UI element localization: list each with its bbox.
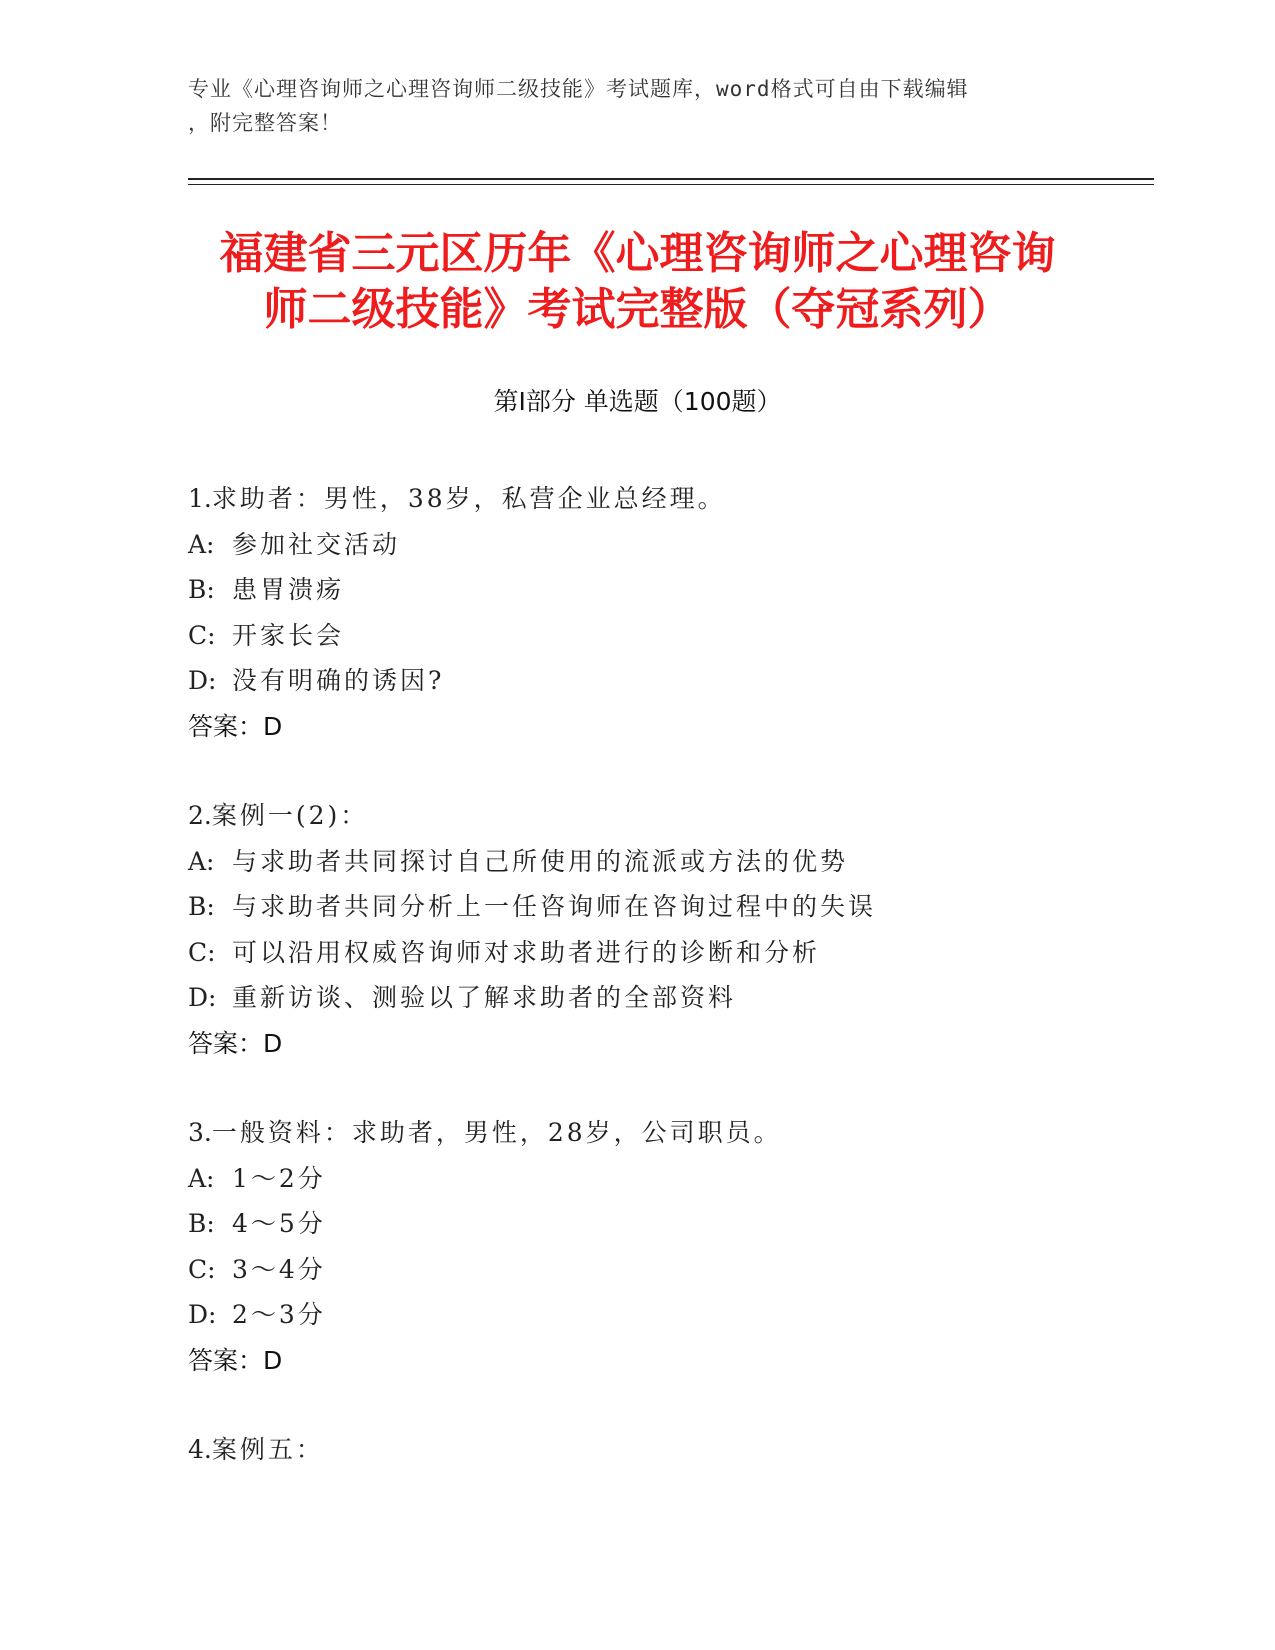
option-d (188, 975, 1148, 1021)
answer: 答案：D (188, 1028, 283, 1058)
question-stem (188, 793, 1148, 839)
option-c (188, 613, 1148, 659)
option-d (188, 658, 1148, 704)
option-a (188, 1156, 1148, 1202)
header-rule-thick (188, 178, 1154, 180)
option-text: 开家长会 (232, 620, 345, 650)
question-text: 案例一(2)： (211, 801, 369, 830)
question-number: 3. (188, 1118, 212, 1147)
header-note (188, 72, 1088, 140)
option-key: C: (188, 1254, 216, 1284)
option-text: 2～3分 (232, 1300, 326, 1329)
option-key: D: (188, 666, 217, 695)
question-text: 求助者：男性，38岁，私营企业总经理。 (211, 484, 726, 513)
document-title-line-2: 师二级技能》考试完整版（夺冠系列） (263, 284, 1012, 335)
option-key: A: (188, 1163, 215, 1193)
question-list (188, 476, 1148, 1517)
option-text: 重新访谈、测验以了解求助者的全部资料 (232, 983, 737, 1012)
section-heading: 第Ⅰ部分 单选题（100题） (493, 387, 782, 416)
document-title-line-1: 福建省三元区历年《心理咨询师之心理咨询 (219, 228, 1056, 279)
option-key: B: (188, 892, 215, 921)
option-b (188, 884, 1148, 930)
option-key: C: (188, 937, 216, 967)
question-1 (188, 476, 1148, 749)
option-c (188, 1247, 1148, 1293)
option-key: B: (188, 1209, 215, 1238)
option-c (188, 930, 1148, 976)
question-stem (188, 476, 1148, 522)
option-text: 没有明确的诱因? (232, 666, 445, 695)
option-key: C: (188, 620, 216, 650)
option-key: D: (188, 1300, 217, 1329)
answer: 答案：D (188, 711, 283, 741)
option-b (188, 567, 1148, 613)
question-number: 1. (188, 484, 212, 513)
header-note-line-1: 专业《心理咨询师之心理咨询师二级技能》考试题库，word格式可自由下载编辑 (188, 77, 969, 101)
option-text: 3～4分 (232, 1254, 326, 1284)
question-number: 2. (188, 801, 212, 830)
option-text: 与求助者共同分析上一任咨询师在咨询过程中的失误 (232, 892, 877, 921)
option-text: 参加社交活动 (232, 529, 401, 559)
answer: 答案：D (188, 1345, 283, 1375)
question-text: 一般资料：求助者，男性，28岁，公司职员。 (211, 1118, 782, 1147)
question-3 (188, 1110, 1148, 1383)
question-2 (188, 793, 1148, 1066)
question-number: 4. (188, 1435, 212, 1464)
question-stem (188, 1110, 1148, 1156)
option-key: A: (188, 529, 215, 559)
header-rule-thin (188, 184, 1154, 185)
option-key: A: (188, 846, 215, 876)
document-title (100, 226, 1175, 338)
question-4 (188, 1427, 1148, 1473)
option-text: 1～2分 (232, 1163, 326, 1193)
question-text: 案例五： (211, 1435, 324, 1464)
option-text: 4～5分 (232, 1209, 326, 1238)
question-stem (188, 1427, 1148, 1473)
option-a (188, 522, 1148, 568)
option-text: 与求助者共同探讨自己所使用的流派或方法的优势 (232, 846, 849, 876)
option-key: D: (188, 983, 217, 1012)
option-text: 可以沿用权威咨询师对求助者进行的诊断和分析 (232, 937, 821, 967)
option-key: B: (188, 575, 215, 604)
option-text: 患胃溃疡 (232, 575, 345, 604)
option-a (188, 839, 1148, 885)
option-d (188, 1292, 1148, 1338)
option-b (188, 1201, 1148, 1247)
header-note-line-2: ，附完整答案！ (188, 111, 342, 135)
